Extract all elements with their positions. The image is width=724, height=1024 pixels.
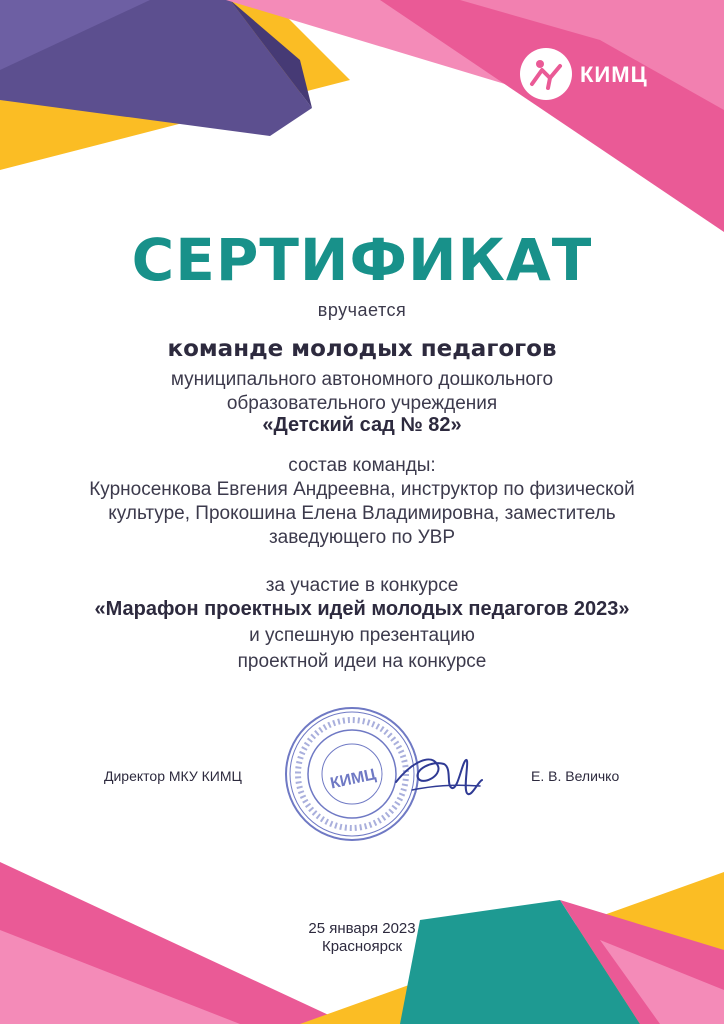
awarded-text: вручается — [317, 300, 407, 320]
signatory-position: Директор МКУ КИМЦ — [104, 768, 242, 784]
participation-line-1: за участие в конкурсе — [265, 575, 459, 596]
signatory-name: Е. В. Величко — [531, 768, 620, 784]
organization-name: «Детский сад № 82» — [262, 414, 462, 436]
team-label: состав команды: — [288, 455, 436, 476]
participation-line-4: проектной идеи на конкурсе — [237, 651, 487, 672]
team-line-1: Курносенкова Евгения Андреевна, инструктор по физической — [89, 479, 635, 500]
team-line-3: заведующего по УВР — [268, 527, 456, 548]
kimc-logo-icon — [520, 48, 572, 100]
issue-date: 25 января 2023 — [308, 920, 416, 937]
organization-line-2: образовательного учреждения — [226, 393, 498, 414]
organization-line-1: муниципального автономного дошкольного — [170, 369, 554, 390]
kimc-logo — [520, 48, 650, 102]
issue-city: Красноярск — [321, 938, 403, 955]
team-line-2: культуре, Прокошина Елена Владимировна, заместитель — [108, 503, 616, 524]
recipient: команде молодых педагогов — [167, 336, 557, 362]
contest-name: «Марафон проектных идей молодых педагогов 2023» — [94, 598, 630, 620]
stamp-text: КИМЦ — [328, 766, 378, 793]
handwritten-signature — [392, 742, 484, 806]
certificate-title: СЕРТИФИКАТ — [131, 226, 593, 294]
participation-line-3: и успешную презентацию — [249, 625, 475, 646]
logo-text: КИМЦ — [580, 62, 648, 87]
